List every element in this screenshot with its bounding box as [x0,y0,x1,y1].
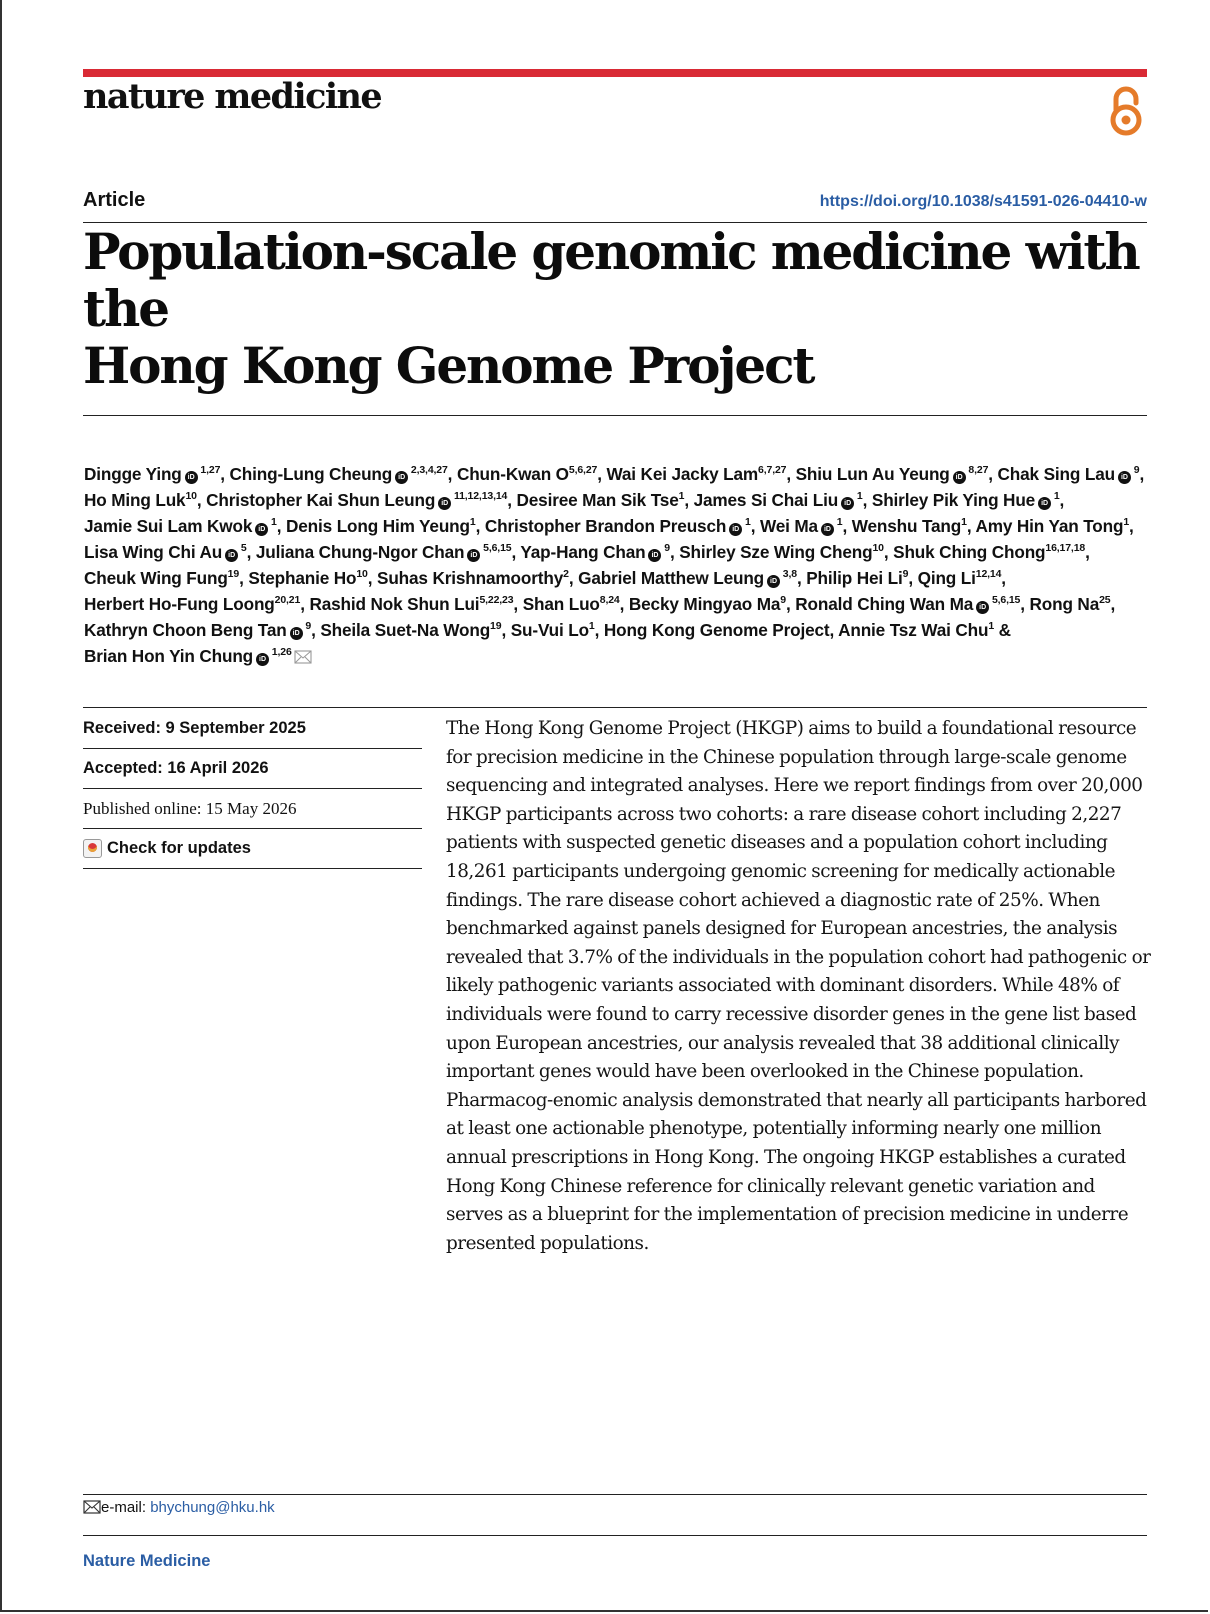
author-name-text: Ching-Lung Cheung [229,464,393,484]
author-name[interactable] [256,542,512,562]
author-affiliation: 1 [854,490,863,502]
check-updates-icon [83,839,102,858]
author-name[interactable] [893,542,1085,562]
email-label: e-mail: [101,1499,151,1516]
author-name[interactable] [604,620,830,640]
author-name[interactable] [511,620,595,640]
author-name[interactable] [84,490,197,510]
author-affiliation: 2 [563,568,569,580]
author-name-text: Philip Hei Li [806,568,903,588]
title-line-2: Hong Kong Genome Project [83,336,814,395]
author-name-text: Rong Na [1029,594,1100,614]
author-affiliation: 8,27 [965,464,989,476]
orcid-icon[interactable]: iD [395,471,408,484]
author-name[interactable] [517,490,685,510]
author-name-text: Wei Ma [759,516,818,536]
orcid-icon[interactable]: iD [438,497,451,510]
orcid-icon[interactable]: iD [648,549,661,562]
author-name[interactable] [975,516,1129,536]
author-affiliation: 1 [742,516,751,528]
author-affiliation: 12,14 [975,568,1002,580]
author-name-text: Jamie Sui Lam Kwok [84,516,253,536]
author-affiliation: 10 [185,490,197,502]
author-affiliation: 9 [302,620,312,632]
correspondence-rule [83,1494,1147,1495]
author-name[interactable] [206,490,507,510]
author-name[interactable] [838,620,994,640]
author-affiliation: 1 [1123,516,1130,528]
abstract: The Hong Kong Genome Project (HKGP) aims to build a foundational resource for precision medicine in the Chinese population through large-scale genome sequencing and integrated analyses. Here we report findings from over 20,000 HKGP participants across two cohorts: a rare disease cohort including 2,227 patients with suspected genetic diseases and a population cohort including 18,261 participants undergoing genomic screening for medically actionable findings. The rare disease cohort achieved a diagnostic rate of 25%. When benchmarked against panels designed for European ancestries, the analysis revealed that 3.7% of the individuals in the population cohort had pathogenic or likely pathogenic variants associated with dominant disorders. While 48% of individuals were found to carry recessive disorder genes in the gene list based upon European ancestries, our analysis revealed that 38 additional clinically important genes would have been overlooked in the Chinese population. Pharmacog-enomic analysis demonstrated that nearly all participants harbored at least one actionable phenotype, potentially informing nearly one million annual prescriptions in Hong Kong. The ongoing HKGP establishes a curated Hong Kong Chinese reference for clinically relevant genetic variation and serves as a blueprint for the implementation of precision medicine in underre presented populations. [446,718,1151,1254]
author-affiliation: 1 [588,620,595,632]
author-name[interactable] [1030,594,1111,614]
author-affiliation: 3,8 [780,568,797,580]
author-name-text: Yap-Hang Chan [520,542,646,562]
author-name[interactable] [795,594,1020,614]
orcid-icon[interactable]: iD [185,471,198,484]
author-name[interactable] [84,594,300,614]
author-name[interactable] [320,620,501,640]
author-affiliation: 1 [961,516,967,528]
author-affiliation: 8,24 [599,594,620,606]
author-name[interactable] [84,464,220,484]
author-name[interactable] [84,646,312,666]
accepted-date: Accepted: 16 April 2026 [83,749,422,789]
author-name-text: Ho Ming Luk [84,490,186,510]
author-name[interactable] [760,516,842,536]
author-affiliation: 1 [678,490,685,502]
author-affiliation: 11,12,13,14 [451,490,508,502]
author-name[interactable] [84,568,239,588]
author-name[interactable] [998,464,1140,484]
footer-rule [83,1535,1147,1536]
author-name[interactable] [286,516,476,536]
author-affiliation: 25 [1099,594,1111,606]
author-name[interactable] [852,516,967,536]
title-rule [83,415,1147,416]
author-name-text: Chak Sing Lau [997,464,1115,484]
article-dates [83,709,422,869]
author-name-text: Su-Vui Lo [510,620,589,640]
author-affiliation: 19 [227,568,240,580]
author-name-text: Annie Tsz Wai Chu [838,620,989,640]
author-affiliation: 1 [268,516,277,528]
journal-name: nature medicine [83,76,382,117]
orcid-icon[interactable]: iD [225,549,238,562]
author-name[interactable] [485,516,751,536]
check-updates-label: Check for updates [107,839,251,857]
author-name[interactable] [377,568,569,588]
author-name-text: Desiree Man Sik Tse [516,490,679,510]
author-affiliation: 5,6,27 [568,464,598,476]
author-name-text: Shirley Pik Ying Hue [871,490,1036,510]
author-affiliation: 9 [661,542,670,554]
article-title [83,223,1173,394]
author-name-text: Qing Li [917,568,976,588]
author-name-text: Lisa Wing Chi Au [84,542,223,562]
author-affiliation: 9 [902,568,909,580]
footer-journal-name: Nature Medicine [83,1552,211,1570]
author-name[interactable] [918,568,1002,588]
author-name-text: Wenshu Tang [851,516,962,536]
author-affiliation: 5,6,15 [480,542,512,554]
author-name[interactable] [796,464,989,484]
title-line-1: Population-scale genomic medicine with the [83,222,1139,338]
received-date: Received: 9 September 2025 [83,709,422,749]
author-name-text: Kathryn Choon Beng Tan [84,620,287,640]
orcid-icon[interactable]: iD [953,471,966,484]
author-name-text: Shan Luo [522,594,600,614]
published-date: Published online: 15 May 2026 [83,789,422,829]
author-affiliation: 10 [872,542,884,554]
author-affiliation: 5,22,23 [479,594,514,606]
author-name-text: Brian Hon Yin Chung [84,646,254,666]
author-name-text: Rashid Nok Shun Lui [309,594,480,614]
email-link[interactable]: bhychung@hku.hk [150,1499,275,1516]
author-name-text: Dingge Ying [84,464,182,484]
author-name[interactable] [520,542,670,562]
author-name-text: Suhas Krishnamoorthy [377,568,564,588]
author-name-text: Stephanie Ho [248,568,357,588]
author-affiliation: 16,17,18 [1045,542,1086,554]
author-affiliation: 10 [356,568,368,580]
orcid-icon[interactable]: iD [1038,497,1051,510]
orcid-icon[interactable]: iD [729,523,742,536]
author-name[interactable] [84,620,311,640]
author-name[interactable] [872,490,1060,510]
author-name-text: Shiu Lun Au Yeung [795,464,950,484]
author-affiliation: 5,6,15 [989,594,1021,606]
envelope-icon [83,1500,101,1514]
author-name[interactable] [694,490,863,510]
author-name-text: Denis Long Him Yeung [286,516,470,536]
article-type-label: Article [83,189,146,211]
check-updates-button[interactable] [83,829,422,869]
correspondence [83,1499,275,1516]
author-name[interactable] [629,594,786,614]
orcid-icon[interactable]: iD [1118,471,1131,484]
author-name-text: Hong Kong Genome Project [603,620,830,640]
author-name-text: Gabriel Matthew Leung [578,568,765,588]
orcid-icon[interactable]: iD [467,549,480,562]
author-name[interactable] [230,464,448,484]
author-affiliation: 5 [238,542,247,554]
author-name-text: Ronald Ching Wan Ma [795,594,974,614]
open-access-lock-icon [1106,84,1146,136]
author-name-text: Shirley Sze Wing Cheng [679,542,873,562]
author-name-text: Herbert Ho-Fung Loong [84,594,275,614]
author-name-text: Christopher Kai Shun Leung [206,490,436,510]
author-affiliation: 1,27 [197,464,221,476]
author-affiliation: 1 [988,620,995,632]
author-affiliation: 1 [1051,490,1060,502]
orcid-icon[interactable]: iD [976,601,989,614]
author-affiliation: 2,3,4,27 [408,464,448,476]
author-name-text: Amy Hin Yan Tong [975,516,1124,536]
author-name[interactable] [309,594,513,614]
author-affiliation: 19 [490,620,502,632]
author-affiliation: 1 [469,516,476,528]
author-name[interactable] [84,516,277,536]
author-name[interactable] [806,568,908,588]
author-name[interactable] [84,542,247,562]
orcid-icon[interactable]: iD [256,653,269,666]
author-affiliation: 20,21 [274,594,301,606]
author-name[interactable] [457,464,597,484]
author-name-text: Wai Kei Jacky Lam [606,464,759,484]
author-name-text: Christopher Brandon Preusch [484,516,727,536]
author-name-text: Chun-Kwan O [456,464,569,484]
author-name[interactable] [248,568,367,588]
author-name-text: Cheuk Wing Fung [84,568,228,588]
doi-link[interactable]: https://doi.org/10.1038/s41591-026-04410-w [819,193,1147,210]
authors-rule [83,707,1147,708]
author-affiliation: 6,7,27 [758,464,787,476]
orcid-icon[interactable]: iD [821,523,834,536]
author-affiliation: 9 [1130,464,1140,476]
author-affiliation: 1,26 [269,646,292,658]
author-affiliation: 1 [833,516,843,528]
orcid-icon[interactable]: iD [767,575,780,588]
author-name[interactable] [523,594,620,614]
author-name-text: Becky Mingyao Ma [628,594,781,614]
orcid-icon[interactable]: iD [290,627,303,640]
author-name[interactable] [606,464,786,484]
orcid-icon[interactable]: iD [255,523,268,536]
author-list: Dingge Ying iD $^{1,27}$, Ching-Lung Cheung iD $^{2,3,4,27}$, Chun-Kwan O$^{5,6,27}$, Wai Kei Jacky Lam$^{6,7,27}$, Shiu Lun Au Yeung iD $^{8,27}$, Chak Sing Lau iD $^9$, Ho Ming Luk$^{10}$, Christopher Kai Shun Leung iD $^{11,12,13,14}$, Desiree Man Sik Tse$^1$, James Si Chai Liu iD $^1$, Shirley Pik Ying Hue iD $^1$, Jamie Sui Lam Kwok iD $^1$, Denis Long Him Yeung$^1$, Christopher Brandon Preusch iD $^1$, Wei Ma iD $^1$, Wenshu Tang$^1$, Amy Hin Yan Tong$^1$, Lisa Wing Chi Au iD $^5$, Juliana Chung-Ngor Chan iD $^{5,6,15}$, Yap-Hang Chan iD $^9$, Shirley Sze Wing Cheng$^{10}$, Shuk Ching Chong$^{16,17,18}$, Cheuk Wing Fung$^{19}$, Stephanie Ho$^{10}$, Suhas Krishnamoorthy$^2$, Gabriel Matthew Leung iD $^{3,8}$, Philip Hei Li$^9$, Qing Li$^{12,14}$, Herbert Ho-Fung Loong$^{20,21}$, Rashid Nok Shun Lui$^{5,22,23}$, Shan Luo$^{8,24}$, Becky Mingyao Ma$^9$, Ronald Ching Wan Ma iD $^{5,6,15}$, Rong Na$^{25}$, Kathryn Choon Beng Tan iD $^9$, Sheila Suet-Na Wong$^{19}$, Su-Vui Lo$^1$, Hong Kong Genome Project, Annie Tsz Wai Chu$^1$ & Brian Hon Yin Chung iD $^{1,26}$ [84,464,1145,666]
author-name-text: James Si Chai Liu [693,490,839,510]
author-name[interactable] [578,568,797,588]
orcid-icon[interactable]: iD [841,497,854,510]
author-name-text: Shuk Ching Chong [893,542,1046,562]
corresponding-author-envelope-icon[interactable] [294,650,312,664]
author-affiliation: 9 [780,594,786,606]
author-name[interactable] [679,542,884,562]
author-name-text: Juliana Chung-Ngor Chan [255,542,465,562]
author-name-text: Sheila Suet-Na Wong [320,620,491,640]
